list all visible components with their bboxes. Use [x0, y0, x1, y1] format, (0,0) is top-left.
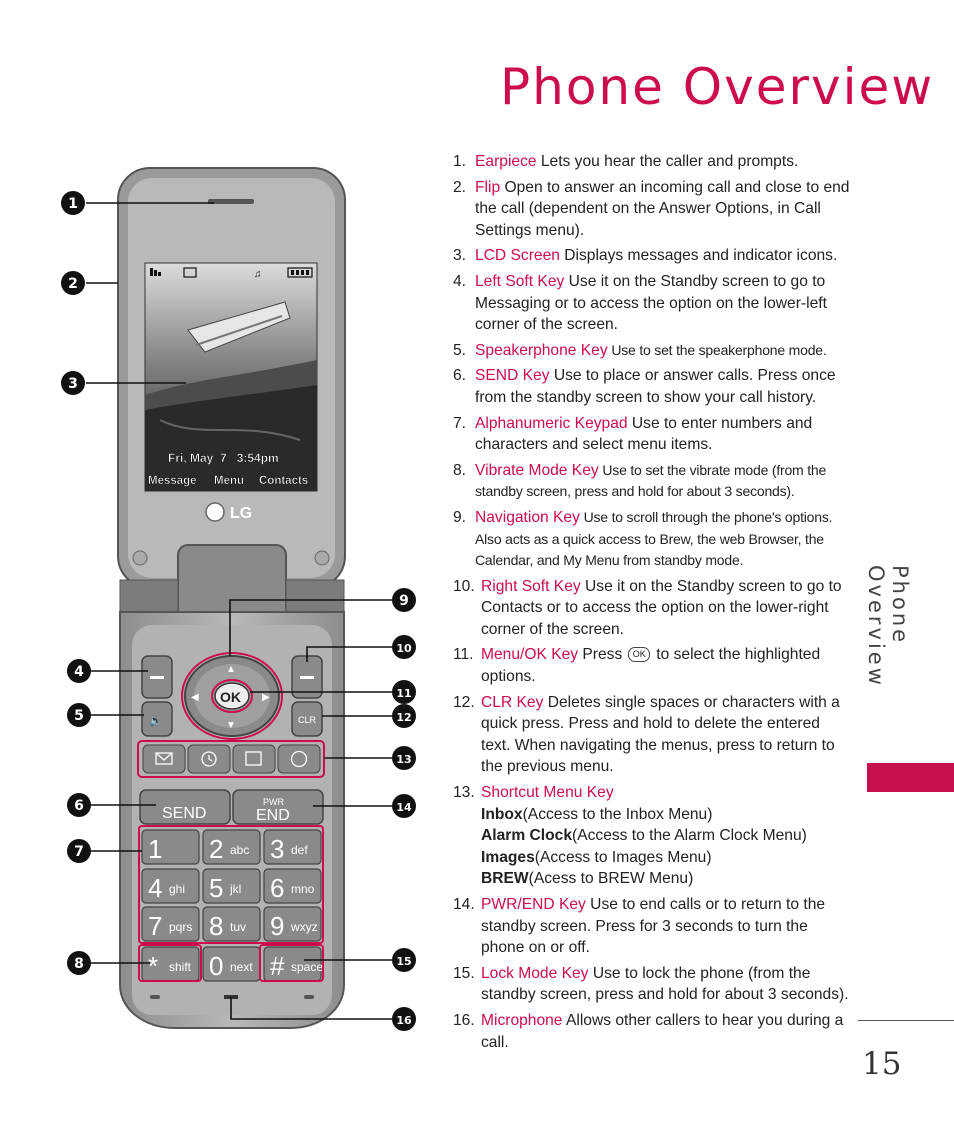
list-item-shortcut-menu-key: 13. Shortcut Menu Key Inbox(Access to the Inbox Menu) Alarm Clock(Access to the Alarm Clock Menu) Images(Access to Images Menu) BREW(Acess to BREW Menu): [453, 782, 853, 890]
keypad-key-shift[interactable]: [142, 947, 199, 981]
keypad-key-abc[interactable]: [203, 830, 260, 864]
key-digit: 7: [148, 911, 163, 941]
key-letters: mno: [291, 882, 315, 896]
list-item-clr-key: 12. CLR Key Deletes single spaces or characters with a quick press. Press and hold to delete the entered text. When navigating the menus, press to return to the previous menu.: [453, 693, 840, 776]
list-item-menu-ok-key: 11. Menu/OK Key Press OK to select the highlighted options.: [453, 646, 821, 686]
ok-key-icon: OK: [628, 647, 650, 662]
ok-label: OK: [220, 689, 241, 705]
nav-right-icon: ▶: [262, 692, 270, 703]
svg-text:10: 10: [396, 642, 412, 655]
key-digit: 6: [270, 873, 285, 903]
shortcut-images: Images(Access to Images Menu): [481, 848, 712, 866]
page-title: Phone Overview: [500, 58, 935, 116]
side-tab: Phone Overview: [864, 565, 912, 688]
key-letters: shift: [169, 960, 192, 974]
list-item-right-soft-key: 10. Right Soft Key Use it on the Standby screen to go to Contacts or to access the option on the lower-right corner of the screen.: [453, 577, 842, 638]
callout-6: [67, 793, 91, 817]
svg-text:9: 9: [399, 593, 409, 609]
key-letters: abc: [230, 843, 250, 857]
key-digit: 5: [209, 873, 224, 903]
list-item-pwr-end-key: 14. PWR/END Key Use to end calls or to return to the standby screen. Press for 3 seconds to turn the phone on or off.: [453, 896, 826, 957]
svg-text:7: 7: [74, 844, 84, 860]
key-digit: 0: [209, 951, 224, 981]
svg-text:4: 4: [74, 664, 84, 680]
key-letters: def: [291, 843, 308, 857]
list-item-navigation-key: 9. Navigation Key Use to scroll through the phone's options. Also acts as a quick access to Brew, the web Browser, the Calendar, and My Menu from standby mode.: [453, 508, 833, 569]
speaker-icon: 🔈: [149, 715, 163, 727]
callout-16: [392, 1007, 416, 1031]
key-letters: wxyz: [291, 920, 318, 934]
clr-key-label: CLR: [298, 715, 317, 725]
callout-5: [67, 703, 91, 727]
key-digit: 2: [209, 834, 224, 864]
key-letters: pqrs: [169, 920, 193, 934]
list-item-send-key: 6. SEND Key Use to place or answer calls. Press once from the standby screen to show your call history.: [453, 367, 836, 406]
callout-8: [67, 951, 91, 975]
callout-3: [61, 371, 85, 395]
side-tab-bar: [867, 763, 954, 792]
list-item-vibrate-mode-key: 8. Vibrate Mode Key Use to set the vibrate mode (from the standby screen, press and hold for about 3 seconds).: [453, 461, 827, 500]
list-item-speakerphone-key: 5. Speakerphone Key Use to set the speakerphone mode.: [453, 341, 827, 359]
list-item-lock-mode-key: 15. Lock Mode Key Use to lock the phone (from the standby screen, press and hold for about 3 seconds).: [453, 964, 849, 1004]
svg-text:14: 14: [396, 801, 412, 814]
key-digit: 9: [270, 911, 285, 941]
callout-13: [392, 746, 416, 770]
svg-text:3: 3: [68, 376, 78, 392]
callout-4: [67, 659, 91, 683]
nav-up-icon: ▲: [226, 664, 236, 675]
music-icon: ♫: [254, 269, 262, 280]
callout-11: [392, 680, 416, 704]
lg-logo-icon: [206, 503, 224, 521]
list-item-flip: 2. Flip Open to answer an incoming call and close to end the call (dependent on the Answer Options, in Call Settings menu).: [453, 178, 850, 239]
shortcut-alarm-clock: Alarm Clock(Access to the Alarm Clock Menu): [481, 827, 807, 845]
key-letters: space: [291, 960, 324, 974]
callout-2: [61, 271, 85, 295]
nav-left-icon: ◀: [191, 692, 199, 703]
callout-14: [392, 794, 416, 818]
svg-text:6: 6: [74, 798, 84, 814]
pwr-label: PWR: [263, 797, 284, 807]
keypad-key-wxyz[interactable]: [264, 907, 321, 941]
key-digit: 1: [148, 834, 163, 864]
lg-logo: LG: [230, 505, 253, 522]
key-digit: 3: [270, 834, 285, 864]
keypad-key-jkl[interactable]: [203, 869, 260, 903]
key-letters: ghi: [169, 882, 186, 896]
key-letters: tuv: [230, 920, 247, 934]
svg-text:12: 12: [396, 711, 412, 724]
key-letters: next: [230, 960, 253, 974]
list-item-left-soft-key: 4. Left Soft Key Use it on the Standby screen to go to Messaging or to access the option on the lower-left corner of the screen.: [453, 272, 827, 334]
soft-label-center: Menu: [214, 475, 245, 487]
keypad-key-space[interactable]: [264, 947, 323, 981]
list-item-microphone: 16. Microphone Allows other callers to hear you during a call.: [453, 1011, 844, 1051]
end-key-label: END: [256, 807, 290, 824]
svg-text:13: 13: [396, 753, 412, 766]
callout-10: [392, 635, 416, 659]
callout-12: [392, 704, 416, 728]
key-letters: jkl: [230, 882, 242, 896]
svg-text:5: 5: [74, 708, 84, 724]
svg-text:15: 15: [396, 955, 412, 968]
key-digit: 8: [209, 911, 224, 941]
list-item-earpiece: 1. Earpiece Lets you hear the caller and prompts.: [453, 153, 799, 170]
keypad-key-ghi[interactable]: [142, 869, 199, 903]
keypad-key-pqrs[interactable]: [142, 907, 199, 941]
soft-label-right: Contacts: [259, 475, 309, 487]
keypad-key-1[interactable]: [142, 830, 199, 864]
keypad-key-tuv[interactable]: [203, 907, 260, 941]
list-item-lcd-screen: 3. LCD Screen Displays messages and indicator icons.: [453, 247, 838, 265]
shortcut-inbox: Inbox(Access to the Inbox Menu): [481, 805, 713, 823]
keypad-key-def[interactable]: [264, 830, 321, 864]
key-digit: *: [148, 951, 159, 981]
phone-illustration: [60, 160, 450, 1040]
keypad-key-next[interactable]: [203, 947, 260, 981]
date-time: Fri, May 7 3:54pm: [168, 451, 279, 465]
callout-9: [392, 588, 416, 612]
component-list: [453, 151, 853, 1057]
soft-label-left: Message: [148, 475, 197, 487]
key-digit: #: [270, 951, 285, 981]
shortcut-brew: BREW(Acess to BREW Menu): [481, 870, 694, 888]
key-digit: 4: [148, 873, 163, 903]
callout-1: [61, 191, 85, 215]
page-number: 15: [862, 1046, 902, 1082]
keypad-key-mno[interactable]: [264, 869, 321, 903]
nav-down-icon: ▼: [226, 720, 236, 731]
callout-7: [67, 839, 91, 863]
footer-rule: [858, 1020, 954, 1021]
svg-text:1: 1: [68, 196, 78, 212]
svg-text:8: 8: [74, 956, 84, 972]
list-item-alphanumeric-keypad: 7. Alphanumeric Keypad Use to enter numbers and characters and select menu items.: [453, 414, 813, 454]
svg-text:16: 16: [396, 1014, 412, 1027]
earpiece: [208, 199, 254, 204]
svg-text:11: 11: [396, 687, 412, 700]
callout-15: [392, 948, 416, 972]
svg-text:2: 2: [68, 276, 78, 292]
send-key-label: SEND: [162, 805, 207, 822]
